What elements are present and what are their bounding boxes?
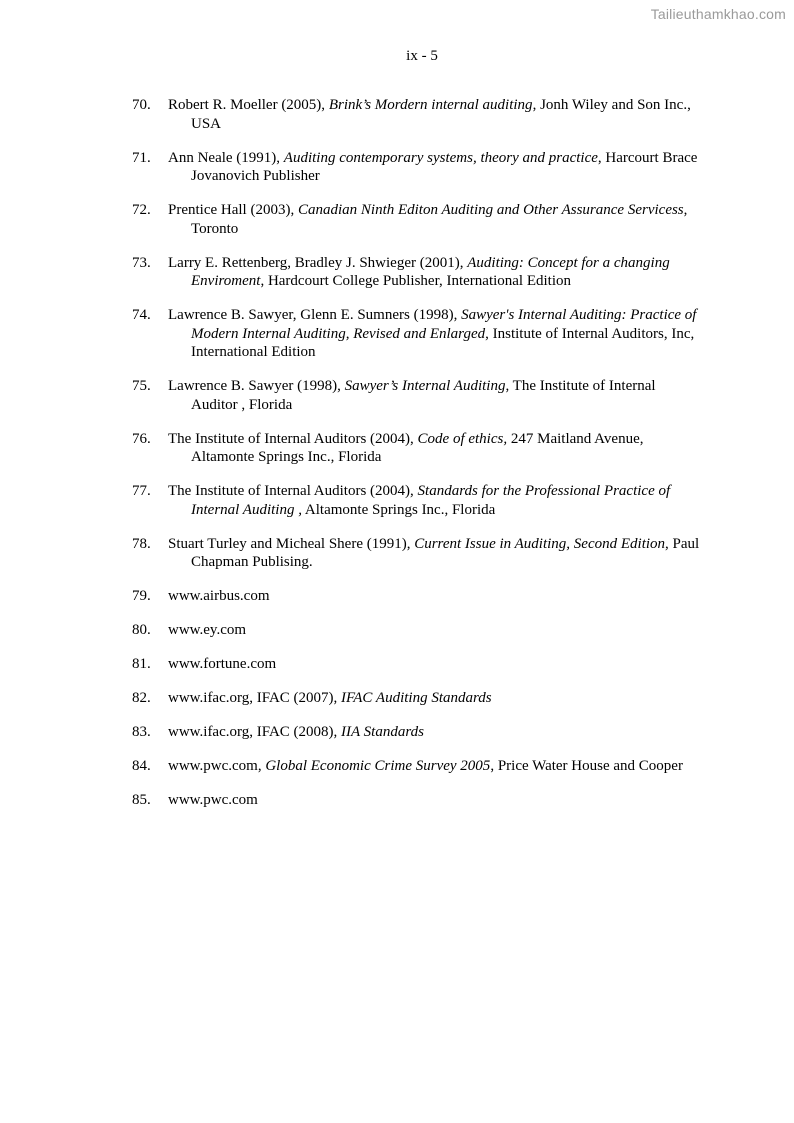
reference-item [132,482,702,519]
reference-segment: , Institute of Internal Auditors, Inc, International Edition [191,325,695,360]
reference-number: 72. [132,202,151,218]
reference-segment: www.ey.com [168,622,247,638]
reference-number: 74. [132,307,151,323]
reference-text [168,254,702,291]
reference-title: Auditing: Concept for a changing Enviroment [191,254,670,289]
reference-item [132,306,702,362]
reference-title: IIA Standards [341,724,424,740]
reference-segment: www.ifac.org, IFAC (2007), [168,690,342,706]
reference-number: 73. [132,254,151,271]
reference-item [132,96,702,133]
reference-segment: Ann Neale (1991), [168,149,284,166]
reference-title: Sawyer’s Internal Auditing [344,378,506,394]
reference-title: Canadian Ninth Editon Auditing and Other Assurance Servicess [297,202,684,218]
reference-item [132,689,702,708]
reference-number: 77. [132,483,151,499]
reference-item [132,587,702,606]
reference-segment: , Paul Chapman Publising. [191,535,700,570]
reference-number: 84. [132,758,151,774]
reference-segment: , The Institute of Internal Auditor , Florida [191,378,656,413]
reference-item [132,791,702,810]
reference-text [168,149,702,186]
reference-title: IFAC Auditing Standards [341,690,492,706]
reference-segment: Stuart Turley and Micheal Shere (1991), [168,535,415,552]
reference-title: Global Economic Crime Survey 2005 [265,758,491,774]
reference-text [168,757,702,776]
reference-item [132,757,702,776]
reference-title: Current Issue in Auditing, Second Edition [414,535,666,552]
watermark: Tailieuthamkhao.com [650,6,786,22]
reference-segment: , Jonh Wiley and Son Inc., USA [191,97,691,132]
reference-segment: www.pwc.com, [168,758,266,774]
reference-segment: 247 Maitland Avenue, Altamonte Springs Inc., Florida [191,430,644,465]
reference-text [168,482,702,519]
reference-title: Auditing contemporary systems, theory and practice [283,149,598,166]
reference-text [168,377,702,414]
reference-item [132,535,702,572]
reference-segment: , Harcourt Brace Jovanovich Publisher [191,149,698,184]
reference-title: Sawyer's Internal Auditing: Practice of Modern Internal Auditing, Revised and Enlarged [191,307,697,342]
reference-segment: The Institute of Internal Auditors (2004), [168,430,418,447]
reference-number: 80. [132,622,151,638]
reference-number: 76. [132,430,151,447]
reference-number: 75. [132,378,151,394]
reference-number: 83. [132,724,151,740]
reference-text [168,689,702,708]
reference-number: 71. [132,149,151,166]
reference-text [168,723,702,742]
reference-segment: Altamonte Springs Inc., Florida [301,501,496,518]
reference-title: Code of ethics, [417,430,508,447]
reference-segment: , Price Water House and Cooper [490,758,683,774]
reference-number: 79. [132,588,151,604]
reference-text [168,430,702,467]
reference-item [132,201,702,238]
reference-title: Standards for the Professional Practice of Internal Auditing , [191,483,671,518]
reference-item [132,723,702,742]
reference-text [168,201,702,238]
reference-number: 81. [132,656,151,672]
reference-item [132,621,702,640]
reference-item [132,377,702,414]
reference-segment: , Hardcourt College Publisher, International Edition [260,273,572,289]
reference-number: 78. [132,535,151,552]
reference-text [168,306,702,362]
reference-segment: www.pwc.com [168,792,258,808]
reference-item [132,655,702,674]
reference-number: 70. [132,97,151,113]
reference-text [168,791,702,810]
reference-segment: Prentice Hall (2003), [168,202,298,218]
reference-segment: Robert R. Moeller (2005), [168,97,329,113]
reference-segment: Larry E. Rettenberg, Bradley J. Shwieger (2001), [168,254,468,271]
reference-number: 82. [132,690,151,706]
reference-segment: Lawrence B. Sawyer, Glenn E. Sumners (1998), [168,307,462,323]
reference-segment: www.fortune.com [168,656,277,672]
reference-item [132,149,702,186]
reference-title: Brink’s Mordern internal auditing [328,97,533,113]
reference-text [168,535,702,572]
reference-segment: Lawrence B. Sawyer (1998), [168,378,345,394]
reference-text [168,655,702,674]
reference-segment: The Institute of Internal Auditors (2004), [168,483,418,499]
reference-segment: , Toronto [191,202,688,237]
reference-number: 85. [132,792,151,808]
reference-text [168,587,702,606]
reference-list [132,96,702,825]
reference-segment: www.ifac.org, IFAC (2008), [168,724,342,740]
page-number: ix - 5 [406,48,438,64]
reference-item [132,430,702,467]
reference-item [132,254,702,291]
reference-text [168,96,702,133]
reference-segment: www.airbus.com [168,588,270,604]
reference-text [168,621,702,640]
